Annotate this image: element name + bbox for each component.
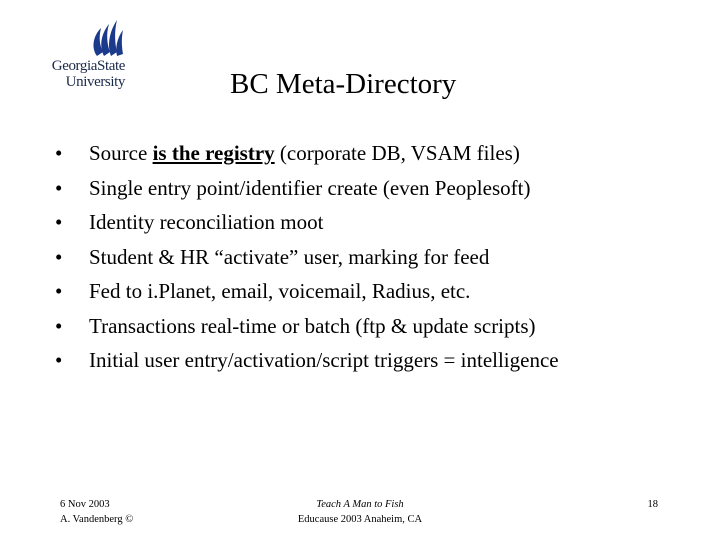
bullet-dot: • xyxy=(55,175,63,200)
bullet-list xyxy=(55,136,559,378)
footer-date: 6 Nov 2003 xyxy=(60,499,110,510)
bullet-dot: • xyxy=(55,141,63,165)
university-logo xyxy=(33,18,125,94)
page-number: 18 xyxy=(647,499,658,510)
bullet-dot: • xyxy=(55,210,63,234)
flame-icon xyxy=(87,18,125,58)
bullet-text: Fed to i.Planet, email, voicemail, Radius, etc. xyxy=(89,279,471,303)
bullet-item xyxy=(55,343,559,378)
bullet-dot: • xyxy=(55,348,63,372)
footer-talk-title: Teach A Man to Fish xyxy=(316,499,404,510)
bullet-text: Identity reconciliation moot xyxy=(89,210,324,234)
bullet-dot: • xyxy=(55,313,63,338)
bullet-text: Single entry point/identifier create (even Peoplesoft) xyxy=(89,175,531,200)
footer-author: A. Vandenberg © xyxy=(60,514,134,525)
footer-event: Educause 2003 Anaheim, CA xyxy=(297,514,423,525)
logo-wordmark xyxy=(33,58,125,90)
bullet-item xyxy=(55,205,559,240)
bullet-text: Student & HR “activate” user, marking for feed xyxy=(89,244,490,269)
bullet-text-tail: (corporate DB, VSAM files) xyxy=(274,141,520,165)
bullet-item xyxy=(55,136,559,171)
bullet-text: Transactions real-time or batch (ftp & update scripts) xyxy=(89,313,536,338)
bullet-item xyxy=(55,240,559,275)
bullet-item xyxy=(55,274,559,309)
logo-line-university: University xyxy=(65,74,125,90)
logo-line-georgia-state: GeorgiaState xyxy=(51,58,125,74)
bullet-text: Source xyxy=(89,141,153,165)
bullet-highlight: is the registry xyxy=(152,141,275,165)
footer-center xyxy=(230,497,490,527)
bullet-text: Initial user entry/activation/script triggers = intelligence xyxy=(89,348,559,372)
bullet-item xyxy=(55,171,559,206)
bullet-dot: • xyxy=(55,244,63,269)
bullet-item xyxy=(55,309,559,344)
bullet-dot: • xyxy=(55,279,63,303)
footer-left xyxy=(60,497,133,527)
slide-title: BC Meta-Directory xyxy=(230,68,457,100)
